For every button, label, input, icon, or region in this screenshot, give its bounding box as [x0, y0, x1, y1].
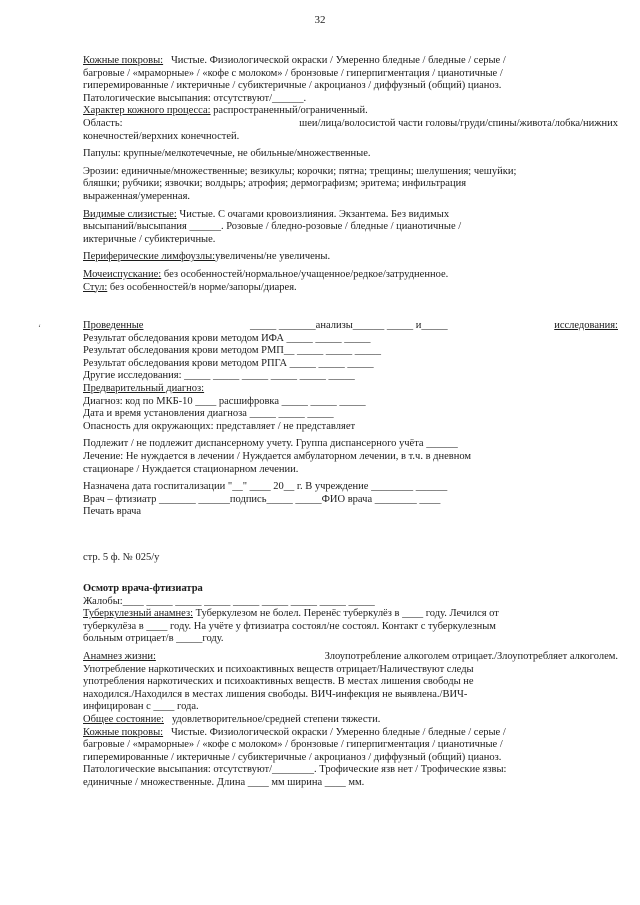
skin2-line-1 — [83, 727, 618, 740]
stool-value: без особенностей/в норме/запоры/диарея. — [109, 281, 297, 293]
rash2-line-1: Патологические высыпания: отсутствуют/________. Трофические язв нет / Трофические язвы: — [83, 764, 507, 776]
danger-line: Опасность для окружающих: представляет / не представляет — [83, 420, 356, 432]
investigations-line — [83, 320, 618, 333]
lymph-label: Периферические лимфоузлы: — [83, 251, 216, 263]
rash2-line-2: единичные / множественные. Длина ____ мм ширина ____ мм. — [83, 776, 365, 788]
mucosa-label: Видимые слизистые: — [83, 208, 177, 220]
general-state-label: Общее состояние: — [83, 713, 164, 725]
tb-history-text-1: Туберкулезом не болел. Перенёс туберкулёз в ____ году. Лечился от — [195, 608, 499, 620]
papules-line: Папулы: крупные/мелкотечечные, не обильные/множественные. — [83, 148, 371, 160]
mucosa-line-3: иктеричные / субиктеричные. — [83, 233, 216, 245]
tb-history-line-2: туберкулёза в ____ году. На учёте у фтизиатра состоял/не состоял. Контакт с туберкулезным — [83, 620, 496, 632]
investigations-label: Проведенные — [83, 320, 144, 331]
process-line — [83, 105, 618, 118]
skin2-line-2: багровые / «мраморные» / «кофе с молоком» / бронзовые / гиперпигментация / цианотичные / — [83, 739, 503, 751]
stool-line — [83, 282, 618, 295]
rash-line: Патологические высыпания: отсутствуют/______. — [83, 92, 307, 104]
treatment-line-2: стационаре / Нуждается стационарном лечении. — [83, 463, 299, 475]
urination-value: без особенностей/нормальное/учащенное/редкое/затрудненное. — [163, 268, 449, 280]
investigations-end: исследования: — [554, 320, 618, 331]
skin-line-3: гиперемированные / иктеричные / субиктеричные / акроцианоз / диффузный (общий) цианоз. — [83, 80, 502, 92]
tb-history-line-1 — [83, 608, 618, 621]
investigations-blanks: _____ _______анализы______ _____ и_____ — [250, 320, 448, 331]
diagnosis-date-line: Дата и время установления диагноза _____ _____ _____ — [83, 408, 334, 420]
other-investigations-line: Другие исследования: _____ _____ _____ _____ _____ _____ — [83, 370, 355, 382]
exam-title: Осмотр врача-фтизиатра — [83, 583, 203, 594]
life-history-text-1: Злоупотребление алкоголем отрицает./Злоупотребляет алкоголем. — [324, 650, 618, 662]
phthisiatrist-exam-section — [83, 583, 618, 790]
life-history-line-3: употребления наркотических и психоактивных веществ. В местах лишения свободы не — [83, 676, 474, 688]
doctor-stamp-line: Печать врача — [83, 506, 142, 518]
mucosa-line-2: высыпаний/высыпания ______. Розовые / бледно-розовые / бледные / цианотичные / — [83, 221, 462, 233]
hospitalization-line: Назначена дата госпитализации "__" ____ 20__ г. В учреждение ________ ______ — [83, 481, 448, 493]
dispensary-line: Подлежит / не подлежит диспансерному учету. Группа диспансерного учёта ______ — [83, 438, 458, 450]
skin2-label: Кожные покровы: — [83, 726, 164, 738]
life-history-line-2: Употребление наркотических и психоактивных веществ отрицает/Наличествуют следы — [83, 663, 474, 675]
area-value-1: шеи/лица/волосистой части головы/груди/спины/живота/лобка/нижних — [299, 117, 618, 129]
life-history-line-5: инфицирован с ____ года. — [83, 701, 199, 713]
urination-line — [83, 269, 618, 282]
doctor-line: Врач – фтизиатр _______ ______подпись_____ _____ФИО врача ________ ____ — [83, 493, 441, 505]
life-history-line-4: находился./Находился в местах лишения свободы. ВИЧ-инфекция не выявлена./ВИЧ- — [83, 688, 468, 700]
rmp-line: Результат обследования крови методом РМП__ _____ _____ _____ — [83, 345, 381, 357]
area-line-2: конечностей/верхних конечностей. — [83, 130, 240, 142]
area-label: Область: — [83, 117, 123, 129]
erosions-line-2: бляшки; рубчики; язвочки; волдырь; атрофия; дермографизм; эритема; инфильтрация — [83, 178, 467, 190]
general-state-line — [83, 714, 618, 727]
life-history-label: Анамнез жизни: — [83, 650, 156, 662]
skin2-line-3: гиперемированные / иктеричные / субиктеричные / акроцианоз / диффузный (общий) цианоз. — [83, 751, 502, 763]
skin-text-1: Чистые. Физиологической окраски / Умеренно бледные / бледные / серые / — [170, 55, 506, 66]
urination-label: Мочеиспускание: — [83, 268, 162, 280]
ifa-line: Результат обследования крови методом ИФА _____ _____ _____ — [83, 332, 371, 344]
erosions-line-1: Эрозии: единичные/множественные; везикулы; корочки; пятна; трещины; шелушения; чешуйки; — [83, 165, 517, 177]
prelim-diagnosis-label: Предварительный диагноз: — [83, 382, 205, 394]
form-reference: стр. 5 ф. № 025/у — [83, 552, 160, 563]
tb-history-label: Туберкулезный анамнез: — [83, 608, 194, 620]
tb-history-line-3: больным отрицает/в _____году. — [83, 633, 224, 645]
process-value: распространенный/ограниченный. — [213, 105, 368, 117]
skin2-text-1: Чистые. Физиологической окраски / Умеренно бледные / бледные / серые / — [170, 726, 506, 738]
general-state-value: удовлетворительное/средней степени тяжести. — [171, 713, 381, 725]
investigations-section — [83, 320, 618, 519]
rpga-line: Результат обследования крови методом РПГА _____ _____ _____ — [83, 357, 374, 369]
margin-mark: ‘ — [38, 323, 41, 333]
diagnosis-code-line: Диагноз: код по МКБ-10 ____ расшифровка _____ _____ _____ — [83, 395, 366, 407]
area-line — [83, 118, 618, 131]
skin-line-2: багровые / «мраморные» / «кофе с молоком» / бронзовые / гиперпигментация / цианотичные / — [83, 67, 503, 79]
skin-line-1 — [83, 55, 618, 68]
life-history-line-1 — [83, 651, 618, 664]
skin-exam-section — [83, 55, 618, 294]
stool-label: Стул: — [83, 281, 108, 293]
lymph-line — [83, 251, 618, 264]
page-number: 32 — [314, 14, 326, 26]
erosions-line-3: выраженная/умеренная. — [83, 190, 191, 202]
treatment-line-1: Лечение: Не нуждается в лечении / Нуждается амбулаторном лечении, в т.ч. в дневном — [83, 450, 472, 462]
mucosa-line-1 — [83, 209, 618, 222]
mucosa-text-1: Чистые. С очагами кровоизлияния. Экзантема. Без видимых — [179, 208, 450, 220]
process-label: Характер кожного процесса: — [83, 105, 211, 117]
complaints-line: Жалобы:____ _____ _____ _____ _____ _____ _____ _____ _____ — [83, 595, 375, 607]
lymph-value: увеличены/не увеличены. — [215, 251, 331, 263]
skin-label: Кожные покровы: — [83, 55, 164, 66]
